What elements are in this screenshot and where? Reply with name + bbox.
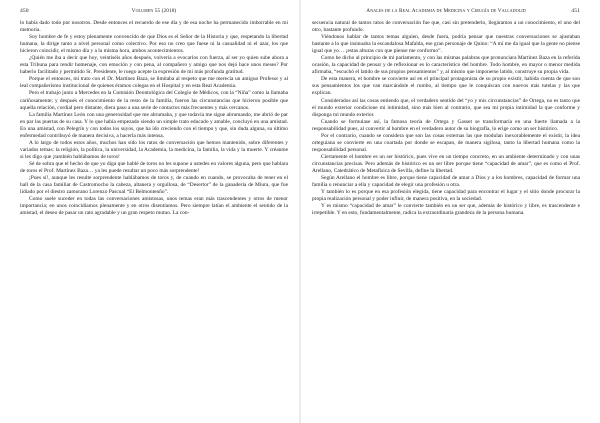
paragraph: Como he dicho al principio de mi parlamento, y con las mismas palabras que pronunciara Martínez Baza en la referida ocasión, la capacidad de pensar y de reflexionar es lo característico del hombre. Todo hombre, en mayor o menor medida afirmaba, “escuchó el latido de sus propios pensamientos” y, al mismo que imponerse latido, construye su propia vida. — [312, 55, 580, 76]
paragraph: A lo largo de todos estos años, muchos han sido los ratos de conversación que hemos mantenido, sobre diferentes y variados temas: la religión, la política, la universidad, la Academia, la medicina, la familia, la vida y la muerte. Y créanme si les digo que ¡también hablábamos de toros! — [20, 139, 288, 160]
paragraph: Porque el entonces, mi trato con el Dr. Martínez Baza, se limitaba al respeto que me merecía un antiguo Profesor y al leal compañerismo institucional de quienes éramos colegas en el Hospital y en esta Real Academia. — [20, 76, 288, 90]
paragraph: ¡Pues sí!, aunque les resulte sorprendente hablábamos de toros y, de cuando en cuando, se provocaba de tener en el hall de la casa familiar de Castromocho la cabeza, altanera y orgullosa, de “Desertor” de la ganadería de Miura, que fue lidiado por el diestro zamorano Lorenzo Pascual “El Belmontenño”. — [20, 175, 288, 196]
paragraph: Cuando se formulase así, la famosa teoría de Ortega y Gasset se transformaría en una fuerte llamada a la responsabilidad pues, al convertir al hombre en el verdadero autor de su biografía, lo erige como un ser histórico. — [312, 118, 580, 132]
right-running-header: Anales de la Real Academia de Medicina y Cirugía de Valladolid — [366, 8, 526, 14]
paragraph: Sé de sobra que el hecho de que yo diga que hablé de toros no les supone a ustedes en valores alguna, pero que hablara de toros el Prof. Martínez Baza… ya les puede resultar un poco más sorprendente! — [20, 160, 288, 174]
paragraph: Como suele suceder en todas las conversaciones amistosas, unos temas eran más trascendentes y otros de menor importancia; en unos coincidíamos plenamente y en otros disentíamos. Pero siempre latían el ambiente el sentido de la amistad, el deseo de pasar un rato agradable y un gran respeto mutuo. La con- — [20, 196, 288, 217]
paragraph: secuencia natural de tantos ratos de conversación fue que, casi sin pretenderlo, llegáramos a un conocimiento, el uno del otro, bastante profundo. — [312, 20, 580, 34]
paragraph: Según Arellano el hombre es libre, porque tiene capacidad de amar a Dios y a los hombres, capacidad de formar una familia o renunciar a ella y capacidad de elegir una profesión u otra. — [312, 175, 580, 189]
paragraph: ¿Quién me iba a decir que hoy, veintiséis años después, volvería a evocarlos con fuerza, al ser yo quien sube ahora a esta Tribuna para rendir homenaje, con emoción y con pena, al compañero y amigo que nos dejó hace unos meses? Por haberlo facilitado y permitido Sr. Presidente, le ruego acepte la expresión de mi más profunda gratitud. — [20, 55, 288, 76]
left-page-body — [20, 20, 288, 217]
paragraph: La familia Martínez León con una generosidad que me abrumaba, y que todavía me sigue abrumando, me abrió de par en par las puertas de su casa. Y lo que había empezado siendo un simple trato educado y amable, concluyó en una amistad. En una amistad, con Pelegrín y con todos los suyos, que ha ido creciendo con el tiempo y que, sin duda alguna, su último enfermedad contribuyó de manera decisiva, a hacerla más intensa. — [20, 111, 288, 139]
paragraph: De esta manera, el hombre se convierte así en el principal protagonista de su propio existir, habida cuenta de que son sus pensamientos los que van marcándole el rumbo, al tiempo que le conquiscan con nuevos más tutelas y las que explican. — [312, 76, 580, 97]
paragraph: Soy hombre de fe y estoy plenamente convencido de que Dios es el Señor de la Historia y que, respetando la libertad humana, la dirige tanto a nivel personal como colectivo. Por eso no creo que fuese ni la casualidad ni el azar, los que hicieron coincidir, el mismo día y a la misma hora, ambos acontecimientos. — [20, 34, 288, 55]
left-page-header — [20, 6, 288, 20]
paragraph: Considerados así las cosas entiendo que, el verdadero sentido del “yo y mis circunstancias” de Ortega, no es tanto que el mundo exterior condicione mi intimidad, sino más bien al contrario, que sea mi propia intimidad la que conforme y disponga mi mundo exterior. — [312, 97, 580, 118]
left-page-number: 450 — [20, 8, 29, 14]
right-page-number: 451 — [571, 8, 580, 14]
paragraph: Viéndonos hablar de tantos temas alguien, desde fuera, podría pensar que nuestras conversaciones se ajustaban bastante a lo que insinuaba la escandalosa Mafalda, ese gran personaje de Quino: “A mí me da igual que la gente no piense igual que yo… ¡estas alturas con que piense me conformo”. — [312, 34, 580, 55]
right-page — [300, 0, 600, 423]
paragraph: lo había dado todo por nosotros. Desde entonces el recuerdo de ese día y de esa noche ha permanecido imborrable en mi memoria. — [20, 20, 288, 34]
paragraph: Y también lo es porque en esa profesión elegida, tiene capacidad para encontrar el lugar y el sitio donde procurar la propia realización personal y poder influir, de manera positiva, en la sociedad. — [312, 189, 580, 203]
paragraph: Pero el trabajo junto a Mercedes en la Comisión Deontológica del Colegio de Médicos, con la “Niña” como la llamaba cariñosamente; y después el conocimiento de la resto de la familia, fueron las circunstancias que hicieron posible que aquella relación, cordial pero distante, diera paso a una serie de contactos más frecuentes y más cercanos. — [20, 90, 288, 111]
left-running-header: Volumen 55 (2018) — [131, 8, 177, 14]
paragraph: Ciertamente el hombre es un ser histórico, pues vive en un tiempo concreto, en un ambiente determinado y con unas circunstancias precisas. Pero además de histórico es un ser libre porque tiene “capacidad de amar”, que es como el Prof. Arellano, Catedrático de Metafísica de Sevilla, define la libertad. — [312, 153, 580, 174]
paragraph: Y es mismo “capacidad de amar” le convierte también en un ser que, además de histórico y libre, es trascendente e irrepetible. Y en esto, fundamentalmente, radica la extraordinaria grandeza de la persona humana. — [312, 203, 580, 217]
right-page-header — [312, 6, 580, 20]
right-page-body — [312, 20, 580, 217]
paragraph: Por el contrario, cuando se considera que son las cosas externas las que modulan inexorablemente el existir, la idea orteguiana se convierte en una coartada por donde se escapan, de manera sigilosa, tanto la libertad humana como la responsabilidad personal. — [312, 132, 580, 153]
